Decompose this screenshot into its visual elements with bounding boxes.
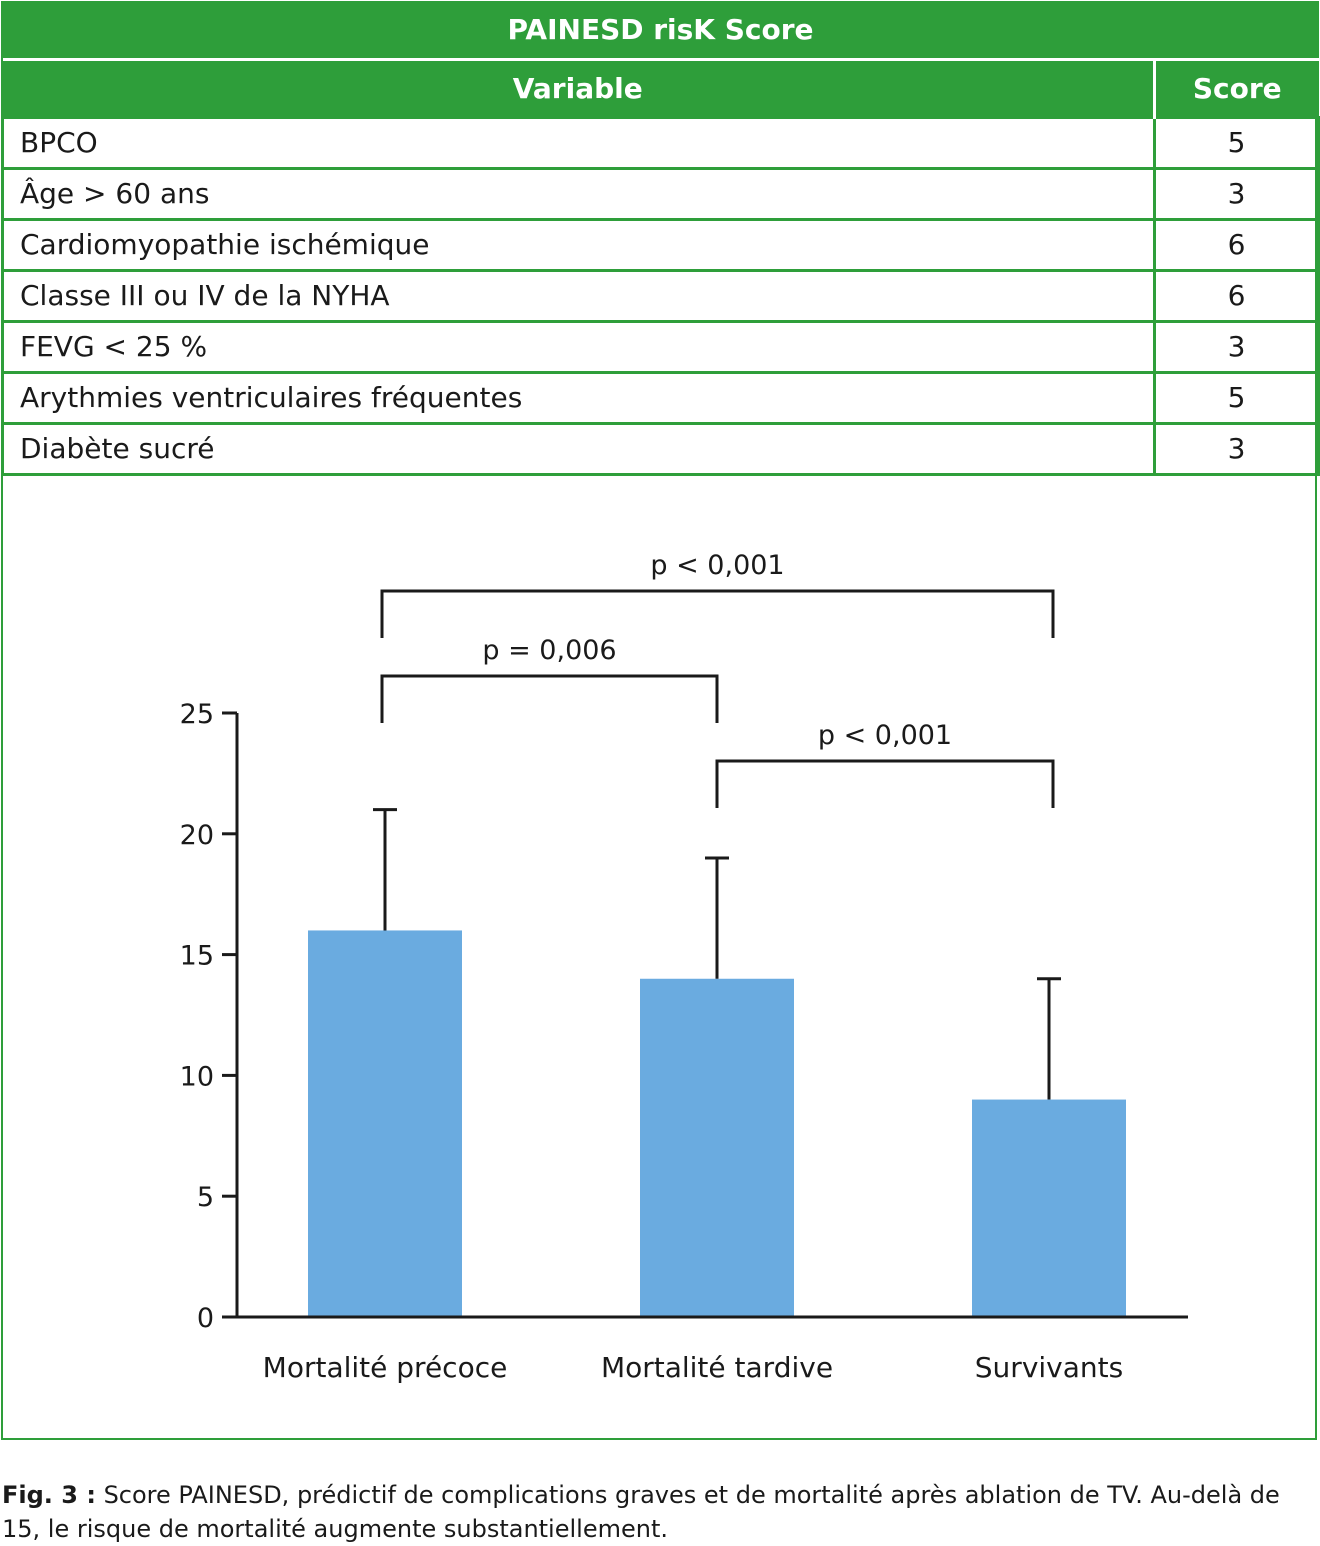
y-tick-label: 25 [179,699,214,730]
row-score: 3 [1155,168,1319,219]
significance-bracket [382,591,1053,638]
caption-label: Fig. 3 : [2,1481,96,1509]
table-title: PAINESD risK Score [3,1,1319,59]
y-tick-label: 20 [179,819,214,851]
significance-bracket [717,761,1053,808]
y-tick-label: 10 [179,1061,214,1093]
header-score: Score [1155,59,1319,117]
x-category-label: Survivants [974,1351,1124,1384]
bar [640,979,794,1317]
header-variable: Variable [3,59,1155,117]
row-score: 3 [1155,423,1319,474]
y-tick-label: 5 [196,1182,214,1214]
row-score: 5 [1155,372,1319,423]
row-variable: Âge > 60 ans [3,168,1155,219]
p-value-label: p = 0,006 [482,635,617,666]
row-variable: BPCO [3,117,1155,168]
bar [972,1100,1126,1317]
row-variable: Classe III ou IV de la NYHA [3,270,1155,321]
row-score: 3 [1155,321,1319,372]
row-score: 6 [1155,219,1319,270]
row-variable: Arythmies ventriculaires fréquentes [3,372,1155,423]
row-variable: Diabète sucré [3,423,1155,474]
x-category-label: Mortalité précoce [262,1351,508,1384]
y-tick-label: 15 [179,940,214,972]
row-score: 6 [1155,270,1319,321]
caption-text: Score PAINESD, prédictif de complications graves et de mortalité après ablation de TV. Au-delà de 15, le risque de mortalité augmente substantiellement. [2,1481,1280,1543]
x-category-label: Mortalité tardive [600,1351,834,1384]
p-value-label: p < 0,001 [817,720,953,751]
row-variable: FEVG < 25 % [3,321,1155,372]
p-value-label: p < 0,001 [650,550,785,581]
y-tick-label: 0 [196,1303,214,1334]
figure-caption [2,1478,1318,1546]
row-variable: Cardiomyopathie ischémique [3,219,1155,270]
bar [308,930,462,1317]
row-score: 5 [1155,117,1319,168]
significance-bracket [382,676,717,723]
